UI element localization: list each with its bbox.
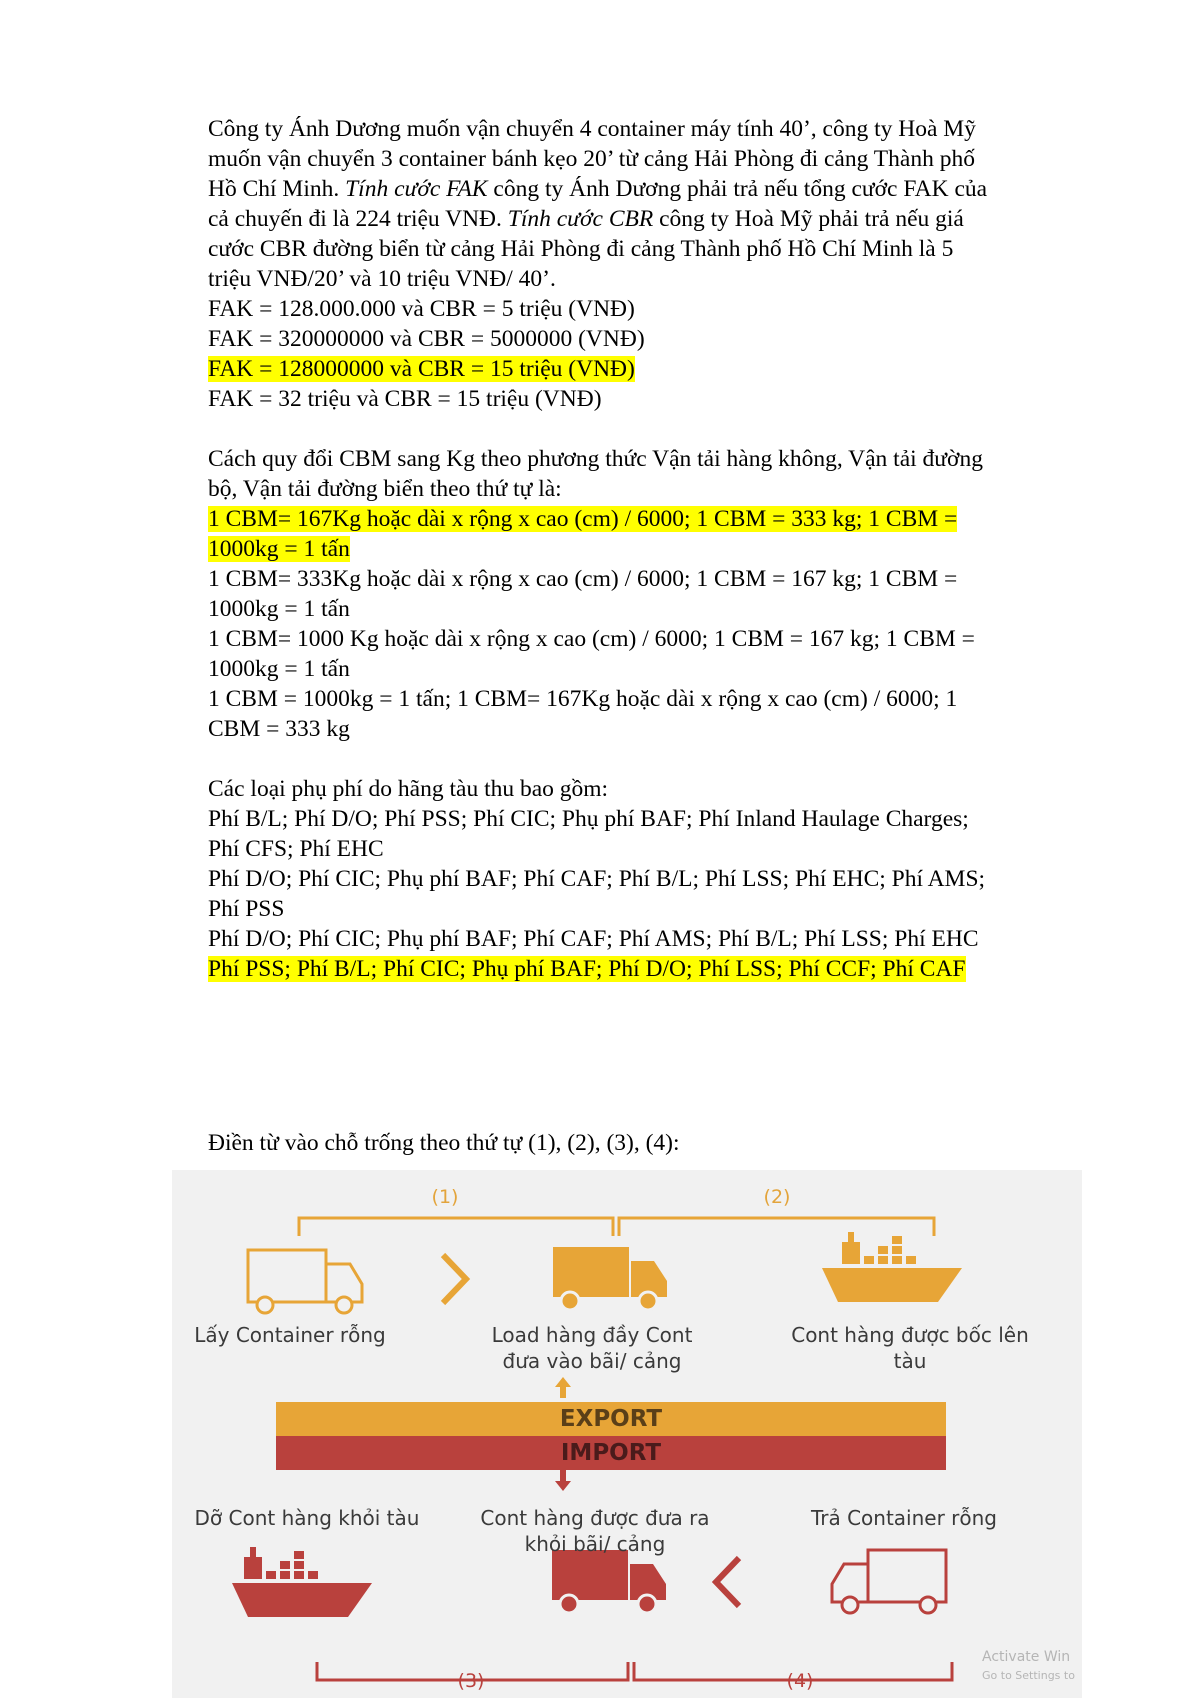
step-onboard (770, 1322, 1050, 1374)
q2-option-a-correct: 1000kg = 1 tấn (208, 536, 350, 562)
bracket-2 (619, 1218, 934, 1236)
step-empty-pickup: Lấy Container rỗng (194, 1323, 386, 1347)
q2-option-b: 1 CBM= 333Kg hoặc dài x rộng x cao (cm) / 6000; 1 CBM = 167 kg; 1 CBM = (208, 566, 958, 592)
top-bracket (299, 1218, 934, 1236)
spacer (208, 414, 1088, 444)
q3-option-a: Phí CFS; Phí EHC (208, 836, 384, 862)
spacer (208, 744, 1088, 774)
export-band: EXPORT (276, 1402, 946, 1436)
q1-stem-text: công ty Ánh Dương phải trả nếu tổng cước FAK của (487, 176, 988, 202)
q1-stem-italic: Tính cước FAK (345, 176, 488, 202)
q2-stem-line: bộ, Vận tải đường biển theo thứ tự là: (208, 476, 562, 502)
import-band: IMPORT (276, 1436, 946, 1470)
q2-option-b: 1000kg = 1 tấn (208, 596, 350, 622)
question-2 (208, 444, 1088, 744)
question-3 (208, 774, 1088, 984)
step-load-line2: đưa vào bãi/ cảng (502, 1349, 682, 1373)
blank-4-label: (4) (786, 1670, 814, 1692)
q1-stem-line: triệu VNĐ/20’ và 10 triệu VNĐ/ 40’. (208, 266, 556, 292)
q1-stem-line: muốn vận chuyển 3 container bánh kẹo 20’ từ cảng Hải Phòng đi cảng Thành phố (208, 146, 975, 172)
exam-text (208, 114, 1088, 984)
blank-2-label: (2) (763, 1186, 791, 1208)
q1-stem-text: Hồ Chí Minh. (208, 176, 346, 202)
outbound-truck-icon (552, 1550, 666, 1613)
question-1 (208, 114, 1088, 414)
q2-option-a-line (208, 534, 1088, 564)
loaded-truck-icon (553, 1247, 667, 1310)
q1-stem-line: Công ty Ánh Dương muốn vận chuyển 4 container máy tính 40’, công ty Hoà Mỹ (208, 116, 976, 142)
watermark-line2: Go to Settings to (982, 1669, 1075, 1682)
blank-1-label: (1) (431, 1186, 459, 1208)
q1-option-b: FAK = 320000000 và CBR = 5000000 (VNĐ) (208, 326, 645, 352)
step-out (470, 1505, 720, 1557)
bottom-bracket (317, 1662, 952, 1680)
q2-option-a-correct: 1 CBM= 167Kg hoặc dài x rộng x cao (cm) / 6000; 1 CBM = 333 kg; 1 CBM = (208, 506, 958, 532)
q2-option-d: 1 CBM = 1000kg = 1 tấn; 1 CBM= 167Kg hoặc dài x rộng x cao (cm) / 6000; 1 (208, 686, 958, 712)
q3-option-c: Phí D/O; Phí CIC; Phụ phí BAF; Phí CAF; Phí AMS; Phí B/L; Phí LSS; Phí EHC (208, 926, 979, 952)
blank-3-label: (3) (457, 1670, 485, 1692)
q2-option-a-line (208, 504, 1088, 534)
empty-truck-icon (248, 1250, 362, 1313)
question-4-stem: Điền từ vào chỗ trống theo thứ tự (1), (2), (3), (4): (208, 1130, 680, 1156)
q1-stem-line (208, 204, 1088, 234)
step-onboard-line2: tàu (893, 1349, 927, 1373)
export-import-diagram (172, 1170, 1082, 1698)
up-arrow-icon (555, 1377, 571, 1398)
down-arrow-icon (555, 1470, 571, 1491)
q2-option-c: 1 CBM= 1000 Kg hoặc dài x rộng x cao (cm) / 6000; 1 CBM = 167 kg; 1 CBM = (208, 626, 975, 652)
ship-unload-icon (232, 1547, 372, 1617)
q3-option-b: Phí D/O; Phí CIC; Phụ phí BAF; Phí CAF; Phí B/L; Phí LSS; Phí EHC; Phí AMS; (208, 866, 986, 892)
step-out-line1: Cont hàng được đưa ra (480, 1506, 710, 1530)
q3-option-a: Phí B/L; Phí D/O; Phí PSS; Phí CIC; Phụ phí BAF; Phí Inland Haulage Charges; (208, 806, 969, 832)
step-out-line2: khỏi bãi/ cảng (524, 1532, 666, 1556)
step-load-line1: Load hàng đầy Cont (491, 1323, 693, 1347)
q1-stem-italic: Tính cước CBR (507, 206, 654, 232)
q3-option-b: Phí PSS (208, 896, 285, 922)
watermark-line1: Activate Win (982, 1649, 1071, 1665)
step-load (467, 1322, 717, 1374)
return-truck-icon (832, 1550, 946, 1613)
q3-stem: Các loại phụ phí do hãng tàu thu bao gồm: (208, 776, 609, 802)
q3-option-d-correct: Phí PSS; Phí B/L; Phí CIC; Phụ phí BAF; Phí D/O; Phí LSS; Phí CCF; Phí CAF (208, 956, 966, 982)
q1-option-c-line (208, 354, 1088, 384)
q2-option-c: 1000kg = 1 tấn (208, 656, 350, 682)
chevron-left-icon (716, 1558, 739, 1606)
q1-stem-text: công ty Hoà Mỹ phải trả nếu giá (653, 206, 964, 232)
q3-option-d-line (208, 954, 1088, 984)
q2-stem-line: Cách quy đổi CBM sang Kg theo phương thức Vận tải hàng không, Vận tải đường (208, 446, 983, 472)
step-unload: Dỡ Cont hàng khỏi tàu (194, 1506, 420, 1530)
ship-icon (822, 1232, 962, 1302)
bracket-1 (299, 1218, 613, 1236)
q1-stem-line (208, 174, 1088, 204)
q1-option-c-correct: FAK = 128000000 và CBR = 15 triệu (VNĐ) (208, 356, 635, 382)
q1-option-a: FAK = 128.000.000 và CBR = 5 triệu (VNĐ) (208, 296, 635, 322)
chevron-right-icon (443, 1255, 466, 1303)
q2-option-d: CBM = 333 kg (208, 716, 350, 742)
step-onboard-line1: Cont hàng được bốc lên (791, 1323, 1029, 1347)
step-return: Trả Container rỗng (810, 1506, 998, 1530)
q1-stem-text: cả chuyến đi là 224 triệu VNĐ. (208, 206, 508, 232)
q1-option-d: FAK = 32 triệu và CBR = 15 triệu (VNĐ) (208, 386, 602, 412)
q1-stem-line: cước CBR đường biển từ cảng Hải Phòng đi cảng Thành phố Hồ Chí Minh là 5 (208, 236, 954, 262)
activation-watermark (982, 1648, 1082, 1698)
